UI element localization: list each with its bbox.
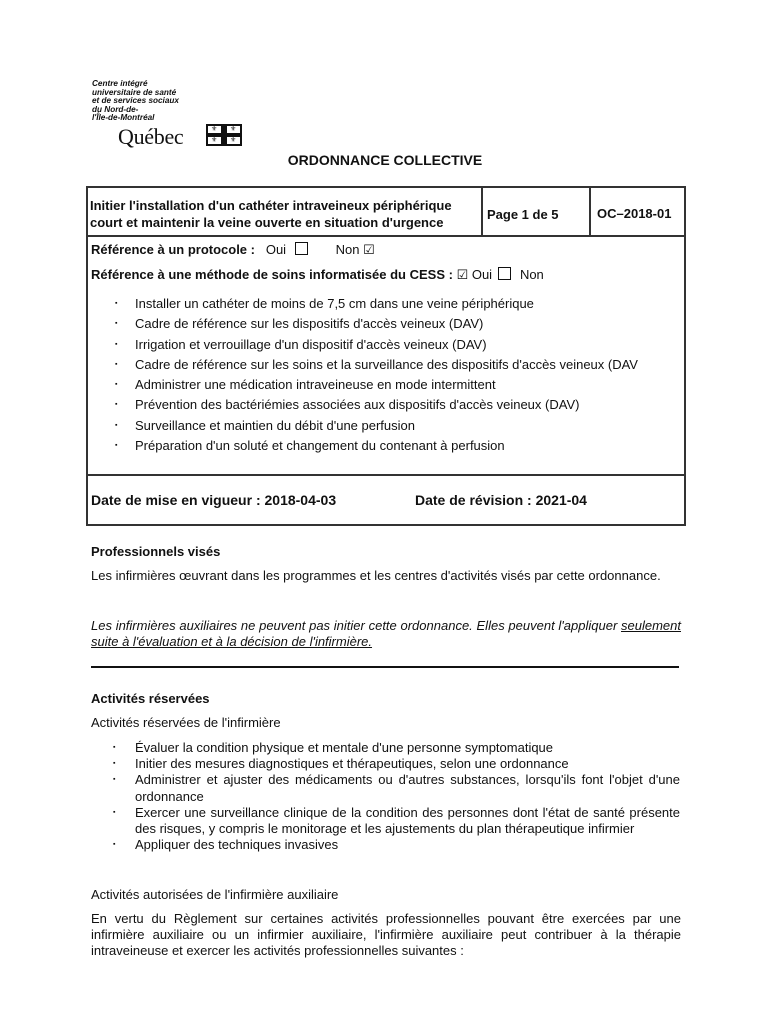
list-item: ▪ Initier des mesures diagnostiques et thérapeutiques, selon une ordonnance <box>135 756 680 772</box>
effective-date: Date de mise en vigueur : 2018-04-03 <box>91 492 337 508</box>
divider <box>86 235 686 237</box>
list-item: ▪ Cadre de référence sur les dispositifs d'accès veineux (DAV) <box>135 314 638 334</box>
list-item: ▪ Administrer une médication intraveineuse en mode intermittent <box>135 375 638 395</box>
ordinance-title: Initier l'installation d'un cathéter intraveineux périphérique court et maintenir la veine ouverte en situation d'urgence <box>90 198 452 230</box>
list-item: ▪ Prévention des bactériémies associées aux dispositifs d'accès veineux (DAV) <box>135 395 638 415</box>
list-item: ▪ Installer un cathéter de moins de 7,5 cm dans une veine périphérique <box>135 294 638 314</box>
authorized-heading: Activités autorisées de l'infirmière auxiliaire <box>91 887 339 902</box>
list-item: ▪ Préparation d'un soluté et changement du contenant à perfusion <box>135 436 638 456</box>
divider <box>481 186 483 236</box>
revision-date: Date de révision : 2021-04 <box>415 492 587 508</box>
section-divider <box>91 666 679 668</box>
reserved-activities-list <box>135 740 680 853</box>
method-reference: Référence à une méthode de soins informatisée du CESS : ☑ Oui Non <box>91 267 544 282</box>
list-item: ▪ Exercer une surveillance clinique de la condition des personnes dont l'état de santé présente des risques, y compris le monitorage et les ajustements du plan thérapeutique infirmier <box>135 805 680 837</box>
divider <box>589 186 591 236</box>
checked-checkbox-icon: ☑ <box>363 242 375 257</box>
institution-name: Centre intégré universitaire de santé et de services sociaux du Nord-de- l'Île-de-Montréal <box>92 79 179 123</box>
oui-checkbox <box>295 242 308 255</box>
list-item: ▪ Évaluer la condition physique et mentale d'une personne symptomatique <box>135 740 680 756</box>
list-item: ▪ Appliquer des techniques invasives <box>135 837 680 853</box>
list-item: ▪ Irrigation et verrouillage d'un dispositif d'accès veineux (DAV) <box>135 335 638 355</box>
reserved-subheading: Activités réservées de l'infirmière <box>91 715 281 730</box>
document-title: ORDONNANCE COLLECTIVE <box>287 152 483 168</box>
page-number: Page 1 de 5 <box>487 207 559 222</box>
professionals-heading: Professionnels visés <box>91 544 221 559</box>
quebec-wordmark: Québec <box>118 124 184 149</box>
fleur-de-lis-flag-icon: ⚜ ⚜ ⚜ ⚜ <box>206 124 242 146</box>
professionals-text: Les infirmières œuvrant dans les programmes et les centres d'activités visés par cette ordonnance. <box>91 568 661 583</box>
divider <box>86 474 686 476</box>
authorized-text: En vertu du Règlement sur certaines activités professionnelles pouvant être exercées par une infirmière auxiliaire ou un infirmier auxiliaire, l'infirmière auxiliaire peut contribuer à la thérapie intraveineuse et exercer les activités professionnelles suivantes : <box>91 911 681 958</box>
list-item: ▪ Cadre de référence sur les soins et la surveillance des dispositifs d'accès veineux (DAV <box>135 355 638 375</box>
list-item: ▪ Administrer et ajuster des médicaments ou d'autres substances, lorsqu'ils font l'objet d'une ordonnance <box>135 772 680 804</box>
protocol-reference: Référence à un protocole : Oui Non ☑ <box>91 242 375 257</box>
professionals-note: Les infirmières auxiliaires ne peuvent pas initier cette ordonnance. Elles peuvent l'appliquer seulement suite à l'évaluation et à la décision de l'infirmière. <box>91 618 681 649</box>
list-item: ▪ Surveillance et maintien du débit d'une perfusion <box>135 416 638 436</box>
ordinance-code: OC–2018-01 <box>597 206 672 221</box>
reserved-heading: Activités réservées <box>91 691 210 706</box>
non-checkbox <box>498 267 511 280</box>
method-list <box>135 294 638 456</box>
checked-checkbox-icon: ☑ <box>456 267 469 282</box>
